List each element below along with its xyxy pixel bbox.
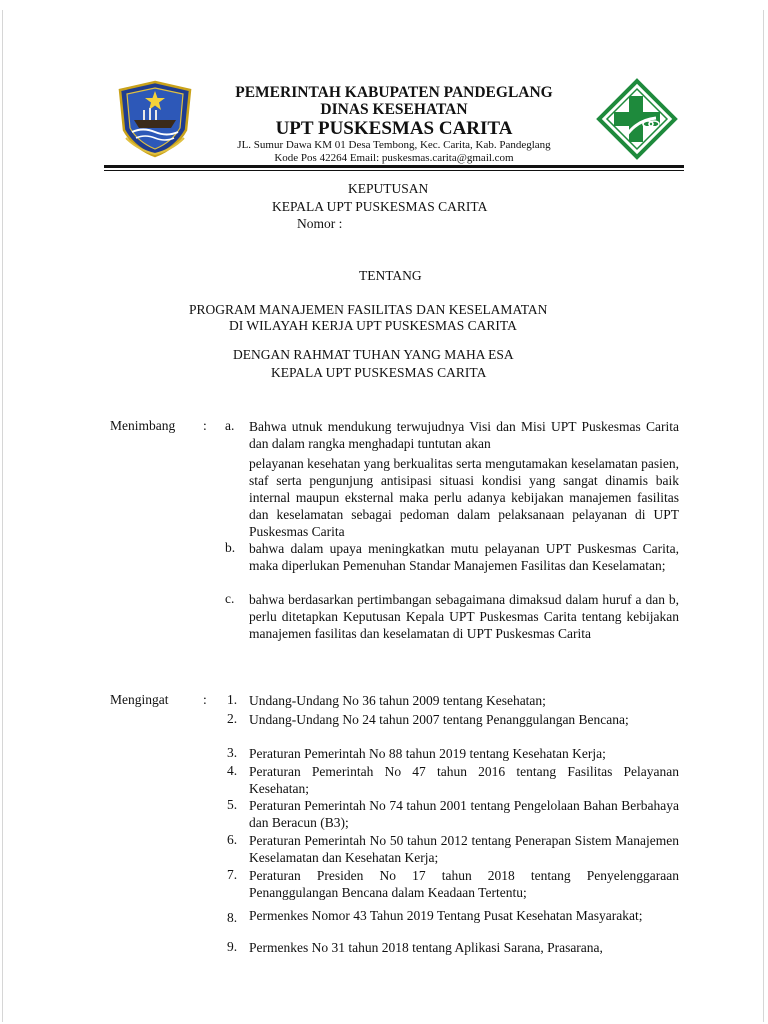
header-government: PEMERINTAH KABUPATEN PANDEGLANG: [235, 84, 553, 101]
mengingat-item-3: Peraturan Pemerintah No 88 tahun 2019 tentang Kesehatan Kerja;: [249, 746, 606, 761]
mengingat-label: Mengingat: [110, 692, 169, 707]
mengingat-mark-1: 1.: [227, 692, 238, 707]
menimbang-item-c: bahwa berdasarkan pertimbangan sebagaimana dimaksud dalam huruf a dan b, perlu ditetapkan Keputusan Kepala UPT Puskesmas Carita tentang kebijakan manajemen fasilitas dan keselamatan di UPT Puskesmas Carita: [249, 592, 679, 641]
menimbang-mark-b: b.: [225, 540, 236, 555]
mengingat-mark-4: 4.: [227, 763, 238, 778]
header-department: DINAS KESEHATAN: [320, 101, 468, 118]
mengingat-mark-7: 7.: [227, 867, 238, 882]
header-rule-thin: [104, 170, 684, 171]
mengingat-item-1: Undang-Undang No 36 tahun 2009 tentang Kesehatan;: [249, 693, 546, 708]
mengingat-mark-3: 3.: [227, 745, 238, 760]
mengingat-item-5: Peraturan Pemerintah No 74 tahun 2001 tentang Pengelolaan Bahan Berbahaya dan Beracun (B3);: [249, 798, 679, 830]
header-postal-email: Kode Pos 42264 Email: puskesmas.carita@gmail.com: [274, 152, 514, 164]
mengingat-item-2: Undang-Undang No 24 tahun 2007 tentang Penanggulangan Bencana;: [249, 712, 629, 727]
menimbang-colon: :: [203, 418, 207, 433]
header-rule-thick: [104, 165, 684, 168]
mengingat-item-6: Peraturan Pemerintah No 50 tahun 2012 tentang Penerapan Sistem Manajemen Keselamatan dan Kesehatan Kerja;: [249, 833, 679, 865]
header-institution: UPT PUSKESMAS CARITA: [275, 118, 513, 139]
title-program-line2: DI WILAYAH KERJA UPT PUSKESMAS CARITA: [229, 318, 517, 333]
menimbang-item-b: bahwa dalam upaya meningkatkan mutu pelayanan UPT Puskesmas Carita, maka diperlukan Pemenuhan Standar Manajemen Fasilitas dan Keselamatan;: [249, 541, 679, 573]
title-program-line1: PROGRAM MANAJEMEN FASILITAS DAN KESELAMATAN: [189, 302, 548, 317]
menimbang-mark-c: c.: [225, 591, 235, 606]
mengingat-item-7: Peraturan Presiden No 17 tahun 2018 tentang Penyelenggaraan Penanggulangan Bencana dalam Keadaan Tertentu;: [249, 868, 679, 900]
header-address: JL. Sumur Dawa KM 01 Desa Tembong, Kec. Carita, Kab. Pandeglang: [237, 139, 551, 151]
mengingat-item-8: Permenkes Nomor 43 Tahun 2019 Tentang Pusat Kesehatan Masyarakat;: [249, 908, 643, 923]
title-tentang: TENTANG: [359, 268, 422, 283]
menimbang-item-a: Bahwa utnuk mendukung terwujudnya Visi dan Misi UPT Puskesmas Carita dan dalam rangka menghadapi tuntutan akan: [249, 419, 679, 451]
pandeglang-emblem-icon: [116, 80, 194, 158]
title-rahmat: DENGAN RAHMAT TUHAN YANG MAHA ESA: [233, 347, 514, 362]
menimbang-item-a-cont: pelayanan kesehatan yang berkualitas serta mengutamakan keselamatan pasien, staf serta pengunjung antisipasi situasi kondisi yang sangat dinamis baik internal maupun eksternal maka perlu adanya kebijakan manajemen fasilitas dan keselamatan sebagai pedoman dalam pelaksanaan pelayanan di UPT Puskesmas Carita: [249, 456, 679, 539]
mengingat-mark-6: 6.: [227, 832, 238, 847]
menimbang-mark-a: a.: [225, 418, 235, 433]
mengingat-mark-9: 9.: [227, 939, 238, 954]
mengingat-mark-2: 2.: [227, 711, 238, 726]
mengingat-mark-5: 5.: [227, 797, 238, 812]
title-kepala: KEPALA UPT PUSKESMAS CARITA: [272, 199, 488, 214]
title-keputusan: KEPUTUSAN: [348, 181, 429, 196]
mengingat-colon: :: [203, 692, 207, 707]
title-kepala-2: KEPALA UPT PUSKESMAS CARITA: [271, 365, 487, 380]
puskesmas-logo-icon: [596, 78, 678, 160]
mengingat-item-9: Permenkes No 31 tahun 2018 tentang Aplikasi Sarana, Prasarana,: [249, 940, 603, 955]
title-nomor: Nomor :: [297, 216, 343, 231]
mengingat-item-4: Peraturan Pemerintah No 47 tahun 2016 tentang Fasilitas Pelayanan Kesehatan;: [249, 764, 679, 796]
mengingat-mark-8: 8.: [227, 910, 238, 925]
menimbang-label: Menimbang: [110, 418, 176, 433]
